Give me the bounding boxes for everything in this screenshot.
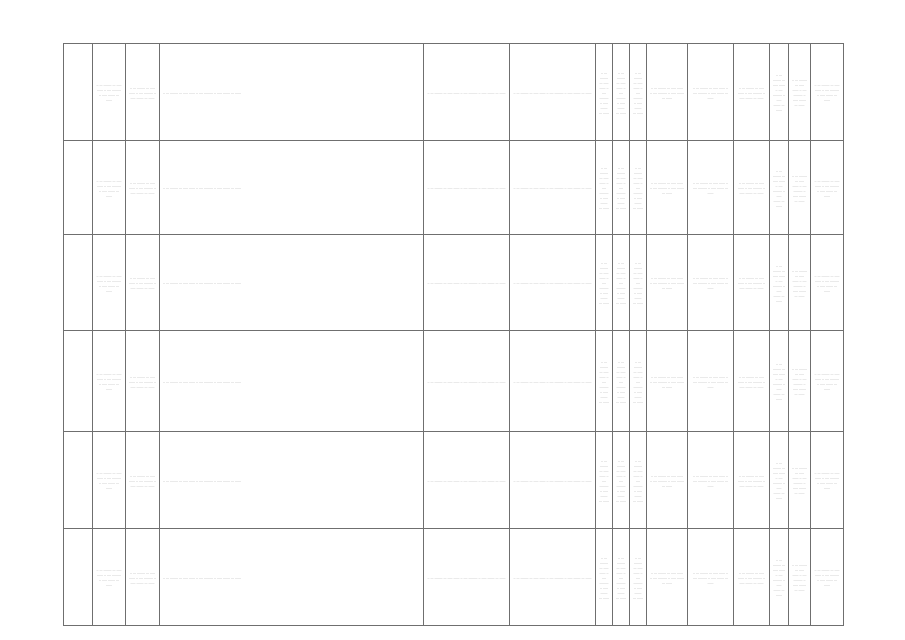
cell-organization: .. ... ........ ... ..... ...... .. .... ......... .. ..... ....... ... ...... bbox=[811, 141, 844, 235]
cell-owner: .. ... ........ ... ..... ...... .. .... ......... .. ..... ....... ... ...... bbox=[510, 529, 596, 626]
cell-value-a: .. ... ........ ... ..... ...... .. .... ......... .. ..... ....... ... ...... bbox=[613, 44, 630, 141]
cell-entry-code: .. ... ........ ... ..... ...... .. .... ......... .. ..... ....... ... ...... bbox=[93, 529, 126, 626]
cell-object-name: .. ... ........ ... ..... ...... .. .... ......... .. ..... ....... ... ...... bbox=[126, 331, 160, 432]
cell-owner: .. ... ........ ... ..... ...... .. .... ......... .. ..... ....... ... ...... bbox=[510, 141, 596, 235]
cell-object-name: .. ... ........ ... ..... ...... .. .... ......... .. ..... ....... ... ...... bbox=[126, 235, 160, 331]
cell-quantity: .. ... ........ ... ..... ...... .. .... ......... .. ..... ....... ... ...... bbox=[770, 235, 789, 331]
table-row bbox=[64, 235, 844, 331]
cell-category: .. ... ........ ... ..... ...... .. .... ......... .. ..... ....... ... ...... bbox=[688, 44, 734, 141]
cell-status: .. ... ........ ... ..... ...... .. .... ......... .. ..... ....... ... ...... bbox=[647, 44, 688, 141]
cell-status: .. ... ........ ... ..... ...... .. .... ......... .. ..... ....... ... ...... bbox=[647, 235, 688, 331]
cell-owner: .. ... ........ ... ..... ...... .. .... ......... .. ..... ....... ... ...... bbox=[510, 432, 596, 529]
cell-area: .. ... ........ ... ..... ...... .. .... ......... .. ..... ....... ... ...... bbox=[596, 529, 613, 626]
cell-entry-code: .. ... ........ ... ..... ...... .. .... ......... .. ..... ....... ... ...... bbox=[93, 235, 126, 331]
cell-location: .. ... ........ ... ..... ...... .. .... ......... .. ..... ....... ... ...... bbox=[424, 235, 510, 331]
cell-date: .. ... ........ ... ..... ...... .. .... ......... .. ..... ....... ... ...... bbox=[789, 432, 811, 529]
cell-organization: .. ... ........ ... ..... ...... .. .... ......... .. ..... ....... ... ...... bbox=[811, 529, 844, 626]
cell-row-number bbox=[64, 432, 93, 529]
cell-area: .. ... ........ ... ..... ...... .. .... ......... .. ..... ....... ... ...... bbox=[596, 44, 613, 141]
cell-location: .. ... ........ ... ..... ...... .. .... ......... .. ..... ....... ... ...... bbox=[424, 331, 510, 432]
cell-row-number bbox=[64, 141, 93, 235]
cell-organization: .. ... ........ ... ..... ...... .. .... ......... .. ..... ....... ... ...... bbox=[811, 331, 844, 432]
cell-organization: .. ... ........ ... ..... ...... .. .... ......... .. ..... ....... ... ...... bbox=[811, 235, 844, 331]
cell-value-a: .. ... ........ ... ..... ...... .. .... ......... .. ..... ....... ... ...... bbox=[613, 331, 630, 432]
cell-entry-code: .. ... ........ ... ..... ...... .. .... ......... .. ..... ....... ... ...... bbox=[93, 141, 126, 235]
register-body bbox=[64, 44, 844, 626]
cell-location: .. ... ........ ... ..... ...... .. .... ......... .. ..... ....... ... ...... bbox=[424, 529, 510, 626]
cell-value-b: .. ... ........ ... ..... ...... .. .... ......... .. ..... ....... ... ...... bbox=[630, 432, 647, 529]
cell-entry-code: .. ... ........ ... ..... ...... .. .... ......... .. ..... ....... ... ...... bbox=[93, 432, 126, 529]
cell-description: .. ... ........ ... ..... ...... .. .... ......... .. ..... ....... ... ...... bbox=[160, 235, 424, 331]
cell-category: .. ... ........ ... ..... ...... .. .... ......... .. ..... ....... ... ...... bbox=[688, 529, 734, 626]
cell-object-name: .. ... ........ ... ..... ...... .. .... ......... .. ..... ....... ... ...... bbox=[126, 44, 160, 141]
cell-quantity: .. ... ........ ... ..... ...... .. .... ......... .. ..... ....... ... ...... bbox=[770, 331, 789, 432]
cell-entry-code: .. ... ........ ... ..... ...... .. .... ......... .. ..... ....... ... ...... bbox=[93, 331, 126, 432]
cell-value-a: .. ... ........ ... ..... ...... .. .... ......... .. ..... ....... ... ...... bbox=[613, 529, 630, 626]
table-row bbox=[64, 44, 844, 141]
cell-quantity: .. ... ........ ... ..... ...... .. .... ......... .. ..... ....... ... ...... bbox=[770, 44, 789, 141]
cell-date: .. ... ........ ... ..... ...... .. .... ......... .. ..... ....... ... ...... bbox=[789, 331, 811, 432]
cell-value-a: .. ... ........ ... ..... ...... .. .... ......... .. ..... ....... ... ...... bbox=[613, 235, 630, 331]
cell-value-b: .. ... ........ ... ..... ...... .. .... ......... .. ..... ....... ... ...... bbox=[630, 529, 647, 626]
cell-date: .. ... ........ ... ..... ...... .. .... ......... .. ..... ....... ... ...... bbox=[789, 235, 811, 331]
cell-row-number bbox=[64, 529, 93, 626]
cell-row-number bbox=[64, 331, 93, 432]
cell-date: .. ... ........ ... ..... ...... .. .... ......... .. ..... ....... ... ...... bbox=[789, 44, 811, 141]
cell-category: .. ... ........ ... ..... ...... .. .... ......... .. ..... ....... ... ...... bbox=[688, 331, 734, 432]
cell-object-name: .. ... ........ ... ..... ...... .. .... ......... .. ..... ....... ... ...... bbox=[126, 141, 160, 235]
cell-description: .. ... ........ ... ..... ...... .. .... ......... .. ..... ....... ... ...... bbox=[160, 141, 424, 235]
table-row bbox=[64, 529, 844, 626]
cell-location: .. ... ........ ... ..... ...... .. .... ......... .. ..... ....... ... ...... bbox=[424, 432, 510, 529]
cell-quantity: .. ... ........ ... ..... ...... .. .... ......... .. ..... ....... ... ...... bbox=[770, 141, 789, 235]
cell-quantity: .. ... ........ ... ..... ...... .. .... ......... .. ..... ....... ... ...... bbox=[770, 432, 789, 529]
cell-row-number bbox=[64, 44, 93, 141]
cell-object-name: .. ... ........ ... ..... ...... .. .... ......... .. ..... ....... ... ...... bbox=[126, 529, 160, 626]
cell-description: .. ... ........ ... ..... ...... .. .... ......... .. ..... ....... ... ...... bbox=[160, 432, 424, 529]
cell-quantity: .. ... ........ ... ..... ...... .. .... ......... .. ..... ....... ... ...... bbox=[770, 529, 789, 626]
cell-location: .. ... ........ ... ..... ...... .. .... ......... .. ..... ....... ... ...... bbox=[424, 44, 510, 141]
cell-description: .. ... ........ ... ..... ...... .. .... ......... .. ..... ....... ... ...... bbox=[160, 331, 424, 432]
cell-category: .. ... ........ ... ..... ...... .. .... ......... .. ..... ....... ... ...... bbox=[688, 235, 734, 331]
table-row bbox=[64, 141, 844, 235]
cell-area: .. ... ........ ... ..... ...... .. .... ......... .. ..... ....... ... ...... bbox=[596, 432, 613, 529]
cell-basis: .. ... ........ ... ..... ...... .. .... ......... .. ..... ....... ... ...... bbox=[734, 529, 770, 626]
cell-organization: .. ... ........ ... ..... ...... .. .... ......... .. ..... ....... ... ...... bbox=[811, 432, 844, 529]
cell-entry-code: .. ... ........ ... ..... ...... .. .... ......... .. ..... ....... ... ...... bbox=[93, 44, 126, 141]
cell-value-b: .. ... ........ ... ..... ...... .. .... ......... .. ..... ....... ... ...... bbox=[630, 331, 647, 432]
cell-basis: .. ... ........ ... ..... ...... .. .... ......... .. ..... ....... ... ...... bbox=[734, 44, 770, 141]
cell-basis: .. ... ........ ... ..... ...... .. .... ......... .. ..... ....... ... ...... bbox=[734, 141, 770, 235]
cell-value-a: .. ... ........ ... ..... ...... .. .... ......... .. ..... ....... ... ...... bbox=[613, 432, 630, 529]
cell-status: .. ... ........ ... ..... ...... .. .... ......... .. ..... ....... ... ...... bbox=[647, 141, 688, 235]
cell-area: .. ... ........ ... ..... ...... .. .... ......... .. ..... ....... ... ...... bbox=[596, 235, 613, 331]
cell-basis: .. ... ........ ... ..... ...... .. .... ......... .. ..... ....... ... ...... bbox=[734, 235, 770, 331]
cell-value-b: .. ... ........ ... ..... ...... .. .... ......... .. ..... ....... ... ...... bbox=[630, 141, 647, 235]
cell-category: .. ... ........ ... ..... ...... .. .... ......... .. ..... ....... ... ...... bbox=[688, 141, 734, 235]
cell-value-b: .. ... ........ ... ..... ...... .. .... ......... .. ..... ....... ... ...... bbox=[630, 235, 647, 331]
cell-owner: .. ... ........ ... ..... ...... .. .... ......... .. ..... ....... ... ...... bbox=[510, 44, 596, 141]
table-row bbox=[64, 331, 844, 432]
cell-owner: .. ... ........ ... ..... ...... .. .... ......... .. ..... ....... ... ...... bbox=[510, 331, 596, 432]
cell-location: .. ... ........ ... ..... ...... .. .... ......... .. ..... ....... ... ...... bbox=[424, 141, 510, 235]
cell-basis: .. ... ........ ... ..... ...... .. .... ......... .. ..... ....... ... ...... bbox=[734, 432, 770, 529]
cell-status: .. ... ........ ... ..... ...... .. .... ......... .. ..... ....... ... ...... bbox=[647, 432, 688, 529]
cell-owner: .. ... ........ ... ..... ...... .. .... ......... .. ..... ....... ... ...... bbox=[510, 235, 596, 331]
table-row bbox=[64, 432, 844, 529]
cell-area: .. ... ........ ... ..... ...... .. .... ......... .. ..... ....... ... ...... bbox=[596, 331, 613, 432]
cell-value-a: .. ... ........ ... ..... ...... .. .... ......... .. ..... ....... ... ...... bbox=[613, 141, 630, 235]
cell-object-name: .. ... ........ ... ..... ...... .. .... ......... .. ..... ....... ... ...... bbox=[126, 432, 160, 529]
cell-area: .. ... ........ ... ..... ...... .. .... ......... .. ..... ....... ... ...... bbox=[596, 141, 613, 235]
cell-description: .. ... ........ ... ..... ...... .. .... ......... .. ..... ....... ... ...... bbox=[160, 44, 424, 141]
cell-row-number bbox=[64, 235, 93, 331]
cell-value-b: .. ... ........ ... ..... ...... .. .... ......... .. ..... ....... ... ...... bbox=[630, 44, 647, 141]
cell-date: .. ... ........ ... ..... ...... .. .... ......... .. ..... ....... ... ...... bbox=[789, 529, 811, 626]
cell-basis: .. ... ........ ... ..... ...... .. .... ......... .. ..... ....... ... ...... bbox=[734, 331, 770, 432]
cell-date: .. ... ........ ... ..... ...... .. .... ......... .. ..... ....... ... ...... bbox=[789, 141, 811, 235]
cell-status: .. ... ........ ... ..... ...... .. .... ......... .. ..... ....... ... ...... bbox=[647, 529, 688, 626]
cell-category: .. ... ........ ... ..... ...... .. .... ......... .. ..... ....... ... ...... bbox=[688, 432, 734, 529]
register-table bbox=[63, 43, 844, 626]
cell-status: .. ... ........ ... ..... ...... .. .... ......... .. ..... ....... ... ...... bbox=[647, 331, 688, 432]
cell-description: .. ... ........ ... ..... ...... .. .... ......... .. ..... ....... ... ...... bbox=[160, 529, 424, 626]
cell-organization: .. ... ........ ... ..... ...... .. .... ......... .. ..... ....... ... ...... bbox=[811, 44, 844, 141]
